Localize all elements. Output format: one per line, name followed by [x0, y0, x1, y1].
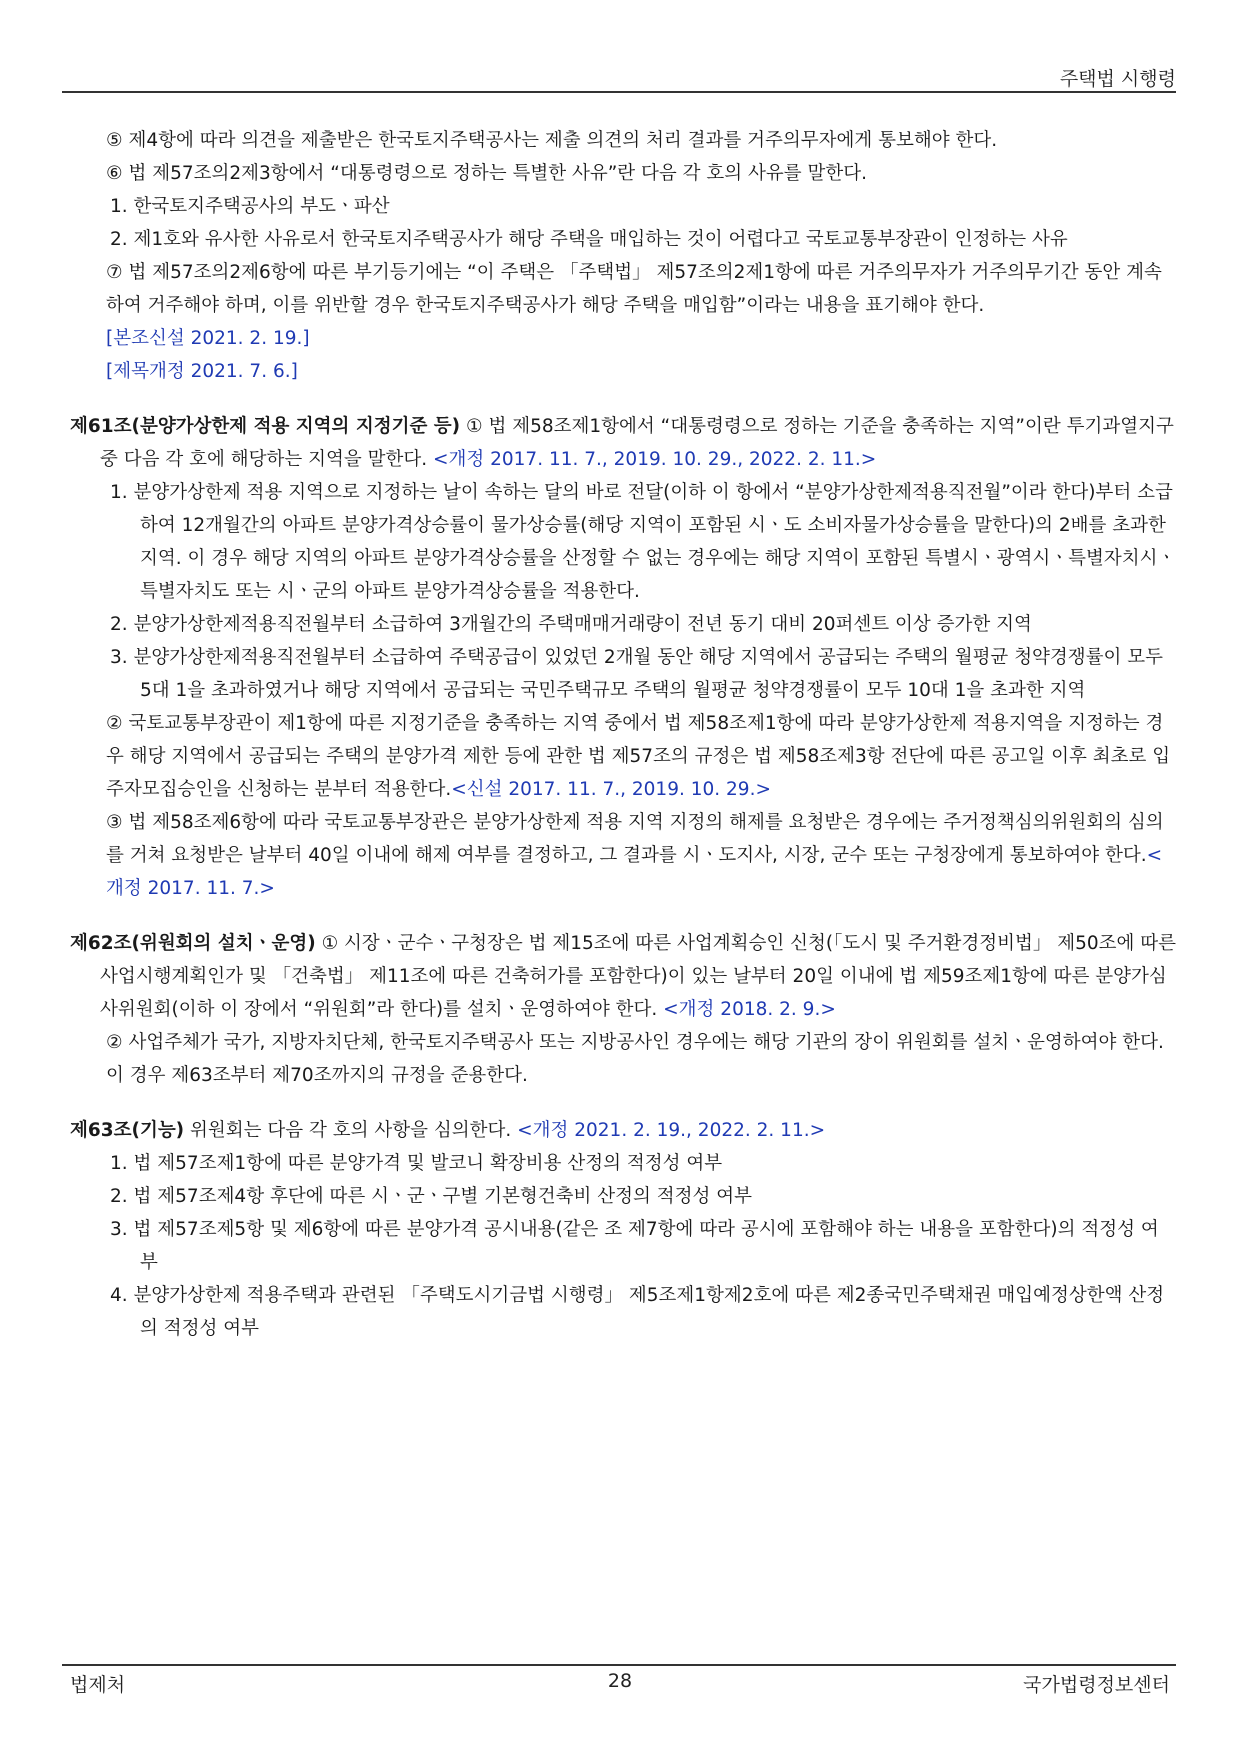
list-item: 2. 제1호와 유사한 사유로서 한국토지주택공사가 해당 주택을 매입하는 것이 어렵다고 국토교통부장관이 인정하는 사유 [110, 229, 1068, 250]
article-63-intro [70, 1114, 1176, 1147]
article-title: 제62조(위원회의 설치ㆍ운영) [70, 933, 316, 954]
document-header-title: 주택법 시행령 [1059, 68, 1176, 90]
list-item: 2. 법 제57조제4항 후단에 따른 시ㆍ군ㆍ구별 기본형건축비 산정의 적정성 여부 [110, 1186, 753, 1207]
article-61 [70, 410, 1176, 905]
article-62 [70, 927, 1176, 1092]
amendment-note: <개정 2021. 2. 19., 2022. 2. 11.> [517, 1120, 826, 1141]
document-body [70, 124, 1176, 1345]
amendment-note: [본조신설 2021. 2. 19.] [106, 328, 310, 349]
article-61-intro [70, 410, 1176, 476]
paragraph-7: ⑦ 법 제57조의2제6항에 따른 부기등기에는 “이 주택은 「주택법」 제57조의2제1항에 따른 거주의무자가 거주의무기간 동안 계속하여 거주해야 하며, 이를 위반할 경우 한국토지주택공사가 해당 주택을 매입함”이라는 내용을 표기해야 한다. [106, 262, 1162, 316]
paragraph-1: ① 법 제58조제1항에서 “대통령령으로 정하는 기준을 충족하는 지역”이란 투기과열지구 중 다음 각 호에 해당하는 지역을 말한다. [100, 416, 1174, 470]
list-item: 4. 분양가상한제 적용주택과 관련된 「주택도시기금법 시행령」 제5조제1항제2호에 따른 제2종국민주택채권 매입예정상한액 산정의 적정성 여부 [110, 1285, 1165, 1339]
list-item: 2. 분양가상한제적용직전월부터 소급하여 3개월간의 주택매매거래량이 전년 동기 대비 20퍼센트 이상 증가한 지역 [110, 614, 1032, 635]
article-60-continuation [70, 124, 1176, 388]
footer-divider [62, 1664, 1176, 1666]
paragraph-2: ② 사업주체가 국가, 지방자치단체, 한국토지주택공사 또는 지방공사인 경우에는 해당 기관의 장이 위원회를 설치ㆍ운영하여야 한다. 이 경우 제63조부터 제70조까지의 규정을 준용한다. [106, 1032, 1164, 1086]
list-item: 1. 한국토지주택공사의 부도ㆍ파산 [110, 196, 390, 217]
list-item: 1. 법 제57조제1항에 따른 분양가격 및 발코니 확장비용 산정의 적정성 여부 [110, 1153, 723, 1174]
amendment-note: <개정 2017. 11. 7.> [106, 845, 1163, 899]
paragraph-3: ③ 법 제58조제6항에 따라 국토교통부장관은 분양가상한제 적용 지역 지정의 해제를 요청받은 경우에는 주거정책심의위원회의 심의를 거쳐 요청받은 날부터 40일 이내에 해제 여부를 결정하고, 그 결과를 시ㆍ도지사, 시장, 군수 또는 구청장에게 통보하여야 한다.<개정 2017. 11. 7.> [106, 812, 1164, 899]
footer-source: 국가법령정보센터 [1023, 1674, 1170, 1696]
list-item: 3. 분양가상한제적용직전월부터 소급하여 주택공급이 있었던 2개월 동안 해당 지역에서 공급되는 주택의 월평균 청약경쟁률이 모두 5대 1을 초과하였거나 해당 지역에서 공급되는 국민주택규모 주택의 월평균 청약경쟁률이 모두 10대 1을 초과한 지역 [110, 647, 1164, 701]
list-item: 1. 분양가상한제 적용 지역으로 지정하는 날이 속하는 달의 바로 전달(이하 이 항에서 “분양가상한제적용직전월”이라 한다)부터 소급하여 12개월간의 아파트 분양가격상승률이 물가상승률(해당 지역이 포함된 시ㆍ도 소비자물가상승률을 말한다)의 2배를 초과한 지역. 이 경우 해당 지역의 아파트 분양가격상승률을 산정할 수 없는 경우에는 해당 지역이 포함된 특별시ㆍ광역시ㆍ특별자치시ㆍ특별자치도 또는 시ㆍ군의 아파트 분양가격상승률을 적용한다. [110, 482, 1176, 602]
footer-publisher: 법제처 [70, 1674, 126, 1696]
amendment-note: <개정 2017. 11. 7., 2019. 10. 29., 2022. 2. 11.> [432, 449, 877, 470]
article-62-intro [70, 927, 1176, 1026]
article-63 [70, 1114, 1176, 1345]
paragraph-1: ① 시장ㆍ군수ㆍ구청장은 법 제15조에 따른 사업계획승인 신청(「도시 및 주거환경정비법」 제50조에 따른 사업시행계획인가 및 「건축법」 제11조에 따른 건축허가를 포함한다)이 있는 날부터 20일 이내에 법 제59조제1항에 따른 분양가심사위원회(이하 이 장에서 “위원회”라 한다)를 설치ㆍ운영하여야 한다. [100, 933, 1176, 1020]
amendment-note: <신설 2017. 11. 7., 2019. 10. 29.> [451, 779, 771, 800]
amendment-note: [제목개정 2021. 7. 6.] [106, 361, 298, 382]
header-divider [62, 91, 1176, 93]
paragraph-6: ⑥ 법 제57조의2제3항에서 “대통령령으로 정하는 특별한 사유”란 다음 각 호의 사유를 말한다. [106, 163, 868, 184]
list-item: 3. 법 제57조제5항 및 제6항에 따른 분양가격 공시내용(같은 조 제7항에 따라 공시에 포함해야 하는 내용을 포함한다)의 적정성 여부 [110, 1219, 1159, 1273]
paragraph-2: ② 국토교통부장관이 제1항에 따른 지정기준을 충족하는 지역 중에서 법 제58조제1항에 따라 분양가상한제 적용지역을 지정하는 경우 해당 지역에서 공급되는 주택의 분양가격 제한 등에 관한 법 제57조의 규정은 법 제58조제3항 전단에 따른 공고일 이후 최초로 입주자모집승인을 신청하는 분부터 적용한다.<신설 2017. 11. 7., 2019. 10. 29.> [106, 713, 1171, 800]
page-number: 28 [607, 1670, 633, 1692]
paragraph-1: 위원회는 다음 각 호의 사항을 심의한다. [184, 1120, 518, 1141]
article-title: 제61조(분양가상한제 적용 지역의 지정기준 등) [70, 416, 461, 437]
article-title: 제63조(기능) [70, 1120, 185, 1141]
paragraph-5: ⑤ 제4항에 따라 의견을 제출받은 한국토지주택공사는 제출 의견의 처리 결과를 거주의무자에게 통보해야 한다. [106, 130, 998, 151]
amendment-note: <개정 2018. 2. 9.> [663, 999, 836, 1020]
